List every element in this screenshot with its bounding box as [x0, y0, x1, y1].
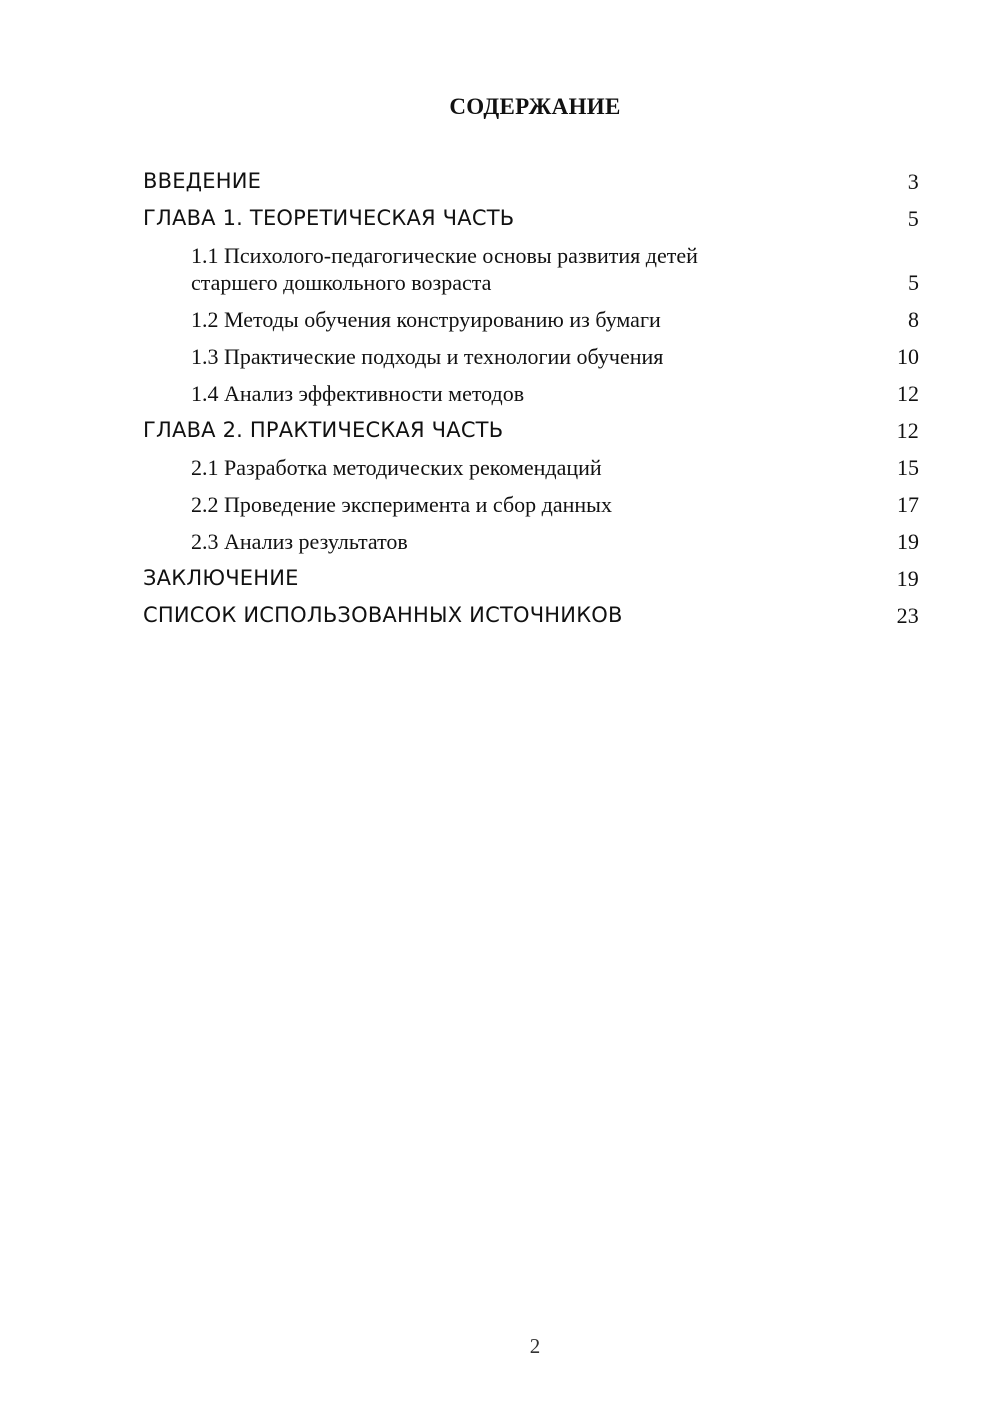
toc-entry-conclusion[interactable] [143, 565, 919, 592]
toc-entry-label: СПИСОК ИСПОЛЬЗОВАННЫХ ИСТОЧНИКОВ [143, 603, 623, 627]
toc-entry-page: 5 [907, 206, 919, 231]
toc-entry-page: 8 [908, 307, 919, 332]
toc-entry-section-2-3[interactable] [143, 528, 919, 555]
toc-entry-label: ГЛАВА 1. ТЕОРЕТИЧЕСКАЯ ЧАСТЬ [143, 206, 515, 230]
toc-entry-section-2-1[interactable] [143, 454, 919, 481]
toc-entry-label: ГЛАВА 2. ПРАКТИЧЕСКАЯ ЧАСТЬ [143, 418, 504, 442]
toc-entry-page: 19 [896, 566, 919, 591]
toc-entry-page: 17 [897, 492, 919, 517]
toc-entry-label: ЗАКЛЮЧЕНИЕ [143, 566, 299, 590]
toc-entry-label: 1.3 Практические подходы и технологии обучения [191, 344, 664, 369]
toc-entry-page: 15 [897, 455, 919, 480]
toc-entry-chapter-1[interactable] [143, 205, 919, 232]
page-title: СОДЕРЖАНИЕ [449, 94, 621, 119]
page-number: 2 [529, 1334, 541, 1358]
toc-entry-page: 12 [896, 418, 919, 443]
toc-entry-page: 3 [907, 169, 919, 194]
toc-entry-section-1-4[interactable] [143, 380, 919, 407]
toc-entry-page: 5 [908, 270, 919, 295]
toc-entry-references[interactable] [143, 602, 919, 629]
table-of-contents [143, 168, 919, 639]
toc-entry-section-1-1[interactable] [143, 242, 919, 296]
toc-entry-section-1-3[interactable] [143, 343, 919, 370]
toc-entry-chapter-2[interactable] [143, 417, 919, 444]
toc-entry-introduction[interactable] [143, 168, 919, 195]
toc-entry-page: 19 [897, 529, 919, 554]
toc-entry-page: 12 [897, 381, 919, 406]
toc-entry-label: 2.2 Проведение эксперимента и сбор данных [191, 492, 612, 517]
toc-entry-page: 23 [896, 603, 919, 628]
toc-entry-label: 2.1 Разработка методических рекомендаций [191, 455, 602, 480]
toc-entry-label: 1.2 Методы обучения конструированию из бумаги [191, 307, 661, 332]
toc-entry-page: 10 [897, 344, 919, 369]
toc-entry-section-1-2[interactable] [143, 306, 919, 333]
toc-entry-label: 1.1 Психолого-педагогические основы развития детей старшего дошкольного возраста [191, 243, 698, 295]
toc-entry-label: ВВЕДЕНИЕ [143, 169, 262, 193]
toc-entry-label: 2.3 Анализ результатов [191, 529, 408, 554]
toc-entry-section-2-2[interactable] [143, 491, 919, 518]
toc-entry-label: 1.4 Анализ эффективности методов [191, 381, 525, 406]
